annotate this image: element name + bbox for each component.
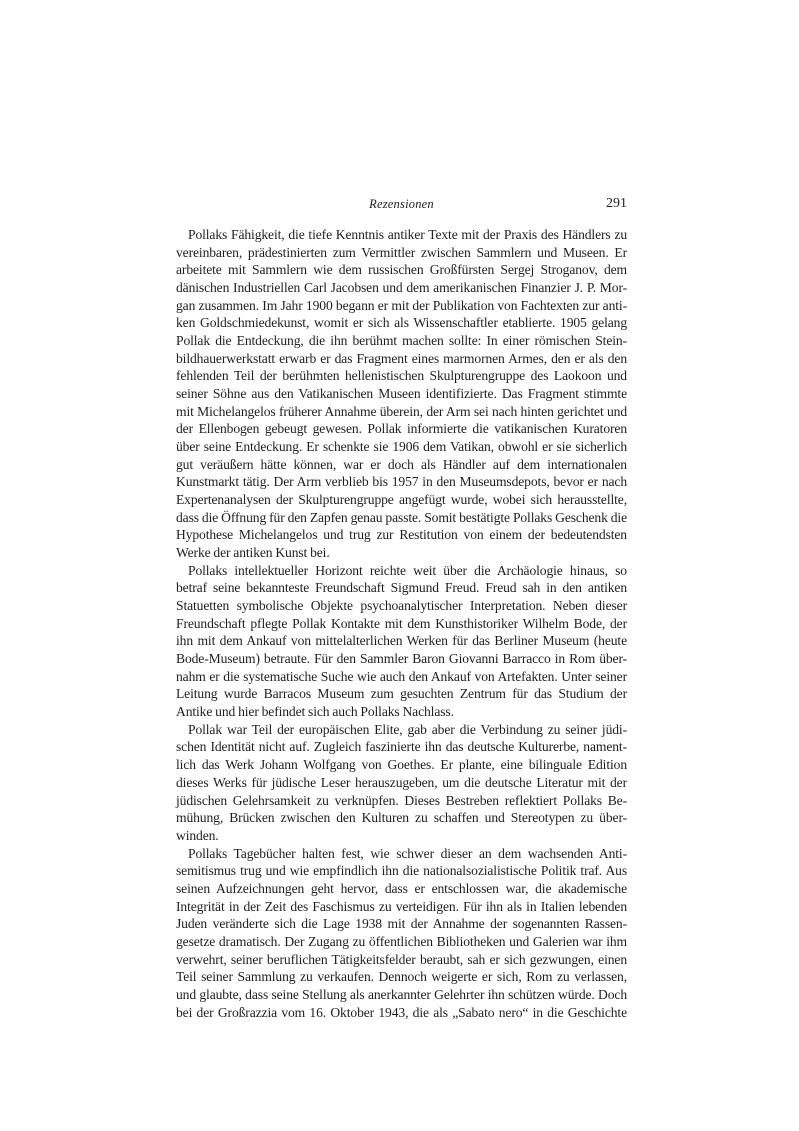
text-line: und glaubte, dass seine Stellung als anerkannter Gelehrter ihn schützen würde. Doch (176, 986, 627, 1002)
text-line: lich das Werk Johann Wolfgang von Goethes. Er plante, eine bilinguale Edition (176, 757, 627, 773)
text-line: der Ellenbogen gebeugt gewesen. Pollak informierte die vatikanischen Kuratoren (176, 421, 627, 437)
text-line: fehlenden Teil der berühmten hellenistischen Skulpturengruppe des Laokoon und (176, 368, 627, 384)
text-line: Statuetten symbolische Objekte psychoanalytischer Interpretation. Neben dieser (176, 598, 627, 614)
text-line: Expertenanalysen der Skulpturengruppe angefügt wurde, wobei sich herausstellte, (176, 492, 627, 508)
text-line: nahm er die systematische Suche wie auch den Ankauf von Artefakten. Unter seiner (176, 668, 627, 684)
paragraph (176, 721, 627, 845)
running-title: Rezensionen (369, 197, 434, 211)
text-line: verwehrt, seiner beruflichen Tätigkeitsfelder beraubt, sah er sich gezwungen, einen (176, 951, 627, 967)
text-line: Kunstmarkt tätig. Der Arm verblieb bis 1957 in den Museumsdepots, bevor er nach (176, 474, 627, 490)
text-line: über seine Entdeckung. Er schenkte sie 1906 dem Vatikan, obwohl er sie sicherlich (176, 439, 627, 455)
body-text (176, 226, 627, 1021)
text-line: Hypothese Michelangelos und trug zur Restitution von einem der bedeutendsten (176, 527, 627, 543)
text-line: winden. (176, 827, 219, 843)
text-line: Pollaks intellektueller Horizont reichte weit über die Archäologie hinaus, so (188, 562, 627, 578)
text-line: Pollak die Entdeckung, die ihn berühmt machen sollte: In einer römischen Stein- (176, 333, 627, 349)
text-line: vereinbaren, prädestinierten zum Vermittler zwischen Sammlern und Museen. Er (176, 244, 627, 260)
text-line: semitismus trug und wie empfindlich ihn die nationalsozialistische Politik traf. Aus (176, 863, 627, 879)
text-line: bildhauerwerkstatt erwarb er das Fragment eines marmornen Armes, den er als den (176, 350, 627, 366)
text-line: gesetze dramatisch. Der Zugang zu öffentlichen Bibliotheken und Galerien war ihm (176, 933, 627, 949)
text-line: Teil seiner Sammlung zu verkaufen. Dennoch weigerte er sich, Rom zu verlassen, (176, 969, 627, 985)
text-line: Leitung wurde Barracos Museum zum gesuchten Zentrum für das Studium der (176, 686, 627, 702)
text-line: dänischen Industriellen Carl Jacobsen und dem amerikanischen Finanzier J. P. Mor- (176, 280, 627, 296)
running-header (176, 194, 627, 214)
text-line: bei der Großrazzia vom 16. Oktober 1943, die als „Sabato nero“ in die Geschichte (176, 1004, 627, 1020)
page-number: 291 (606, 196, 627, 211)
text-line: Bode-Museum) betraute. Für den Sammler Baron Giovanni Barracco in Rom über- (176, 651, 627, 667)
text-line: gan zusammen. Im Jahr 1900 begann er mit der Publikation von Fachtexten zur anti- (176, 297, 627, 313)
text-line: jüdischen Gelehrsamkeit zu verknüpfen. Dieses Bestreben reflektiert Pollaks Be- (176, 792, 627, 808)
text-line: dieses Werks für jüdische Leser herauszugeben, um die deutsche Literatur mit der (176, 774, 627, 790)
text-line: Pollaks Fähigkeit, die tiefe Kenntnis antiker Texte mit der Praxis des Händlers zu (188, 227, 627, 242)
text-line: schen Identität nicht auf. Zugleich faszinierte ihn das deutsche Kulturerbe, nament- (176, 739, 627, 755)
text-line: Freundschaft pflegte Pollak Kontakte mit dem Kunsthistoriker Wilhelm Bode, der (176, 615, 627, 631)
paragraph (176, 226, 627, 562)
text-line: Pollak war Teil der europäischen Elite, gab aber die Verbindung zu seiner jüdi- (188, 721, 627, 737)
text-line: arbeitete mit Sammlern wie dem russischen Großfürsten Sergej Stroganov, dem (176, 262, 627, 278)
text-line: Integrität in der Zeit des Faschismus zu verteidigen. Für ihn als in Italien lebenden (176, 898, 627, 914)
text-line: betraf seine bekannteste Freundschaft Sigmund Freud. Freud sah in den antiken (176, 580, 627, 596)
text-line: ihn mit dem Ankauf von mittelalterlichen Werken für das Berliner Museum (heute (176, 633, 627, 649)
text-line: Werke der antiken Kunst bei. (176, 545, 330, 561)
text-line: mühung, Brücken zwischen den Kulturen zu schaffen und Stereotypen zu über- (176, 810, 627, 826)
text-line: Antike und hier befindet sich auch Pollaks Nachlass. (176, 704, 454, 720)
text-line: dass die Öffnung für den Zapfen genau passte. Somit bestätigte Pollaks Geschenk die (176, 509, 627, 525)
paragraph (176, 845, 627, 1022)
text-line: mit Michelangelos früherer Annahme überein, der Arm sei nach hinten gerichtet und (176, 403, 627, 419)
text-line: gut veräußern hätte können, war er doch als Händler auf dem internationalen (176, 456, 627, 472)
text-line: seiner Söhne aus den Vatikanischen Museen identifizierte. Das Fragment stimmte (176, 386, 627, 402)
text-line: Pollaks Tagebücher halten fest, wie schwer dieser an dem wachsenden Anti- (188, 845, 627, 861)
text-line: seinen Aufzeichnungen geht hervor, dass er entschlossen war, die akademische (176, 880, 627, 896)
text-line: Juden veränderte sich die Lage 1938 mit der Annahme der sogenannten Rassen- (176, 916, 627, 932)
paragraph (176, 562, 627, 721)
text-line: ken Goldschmiedekunst, womit er sich als Wissenschaftler etablierte. 1905 gelang (176, 315, 627, 331)
